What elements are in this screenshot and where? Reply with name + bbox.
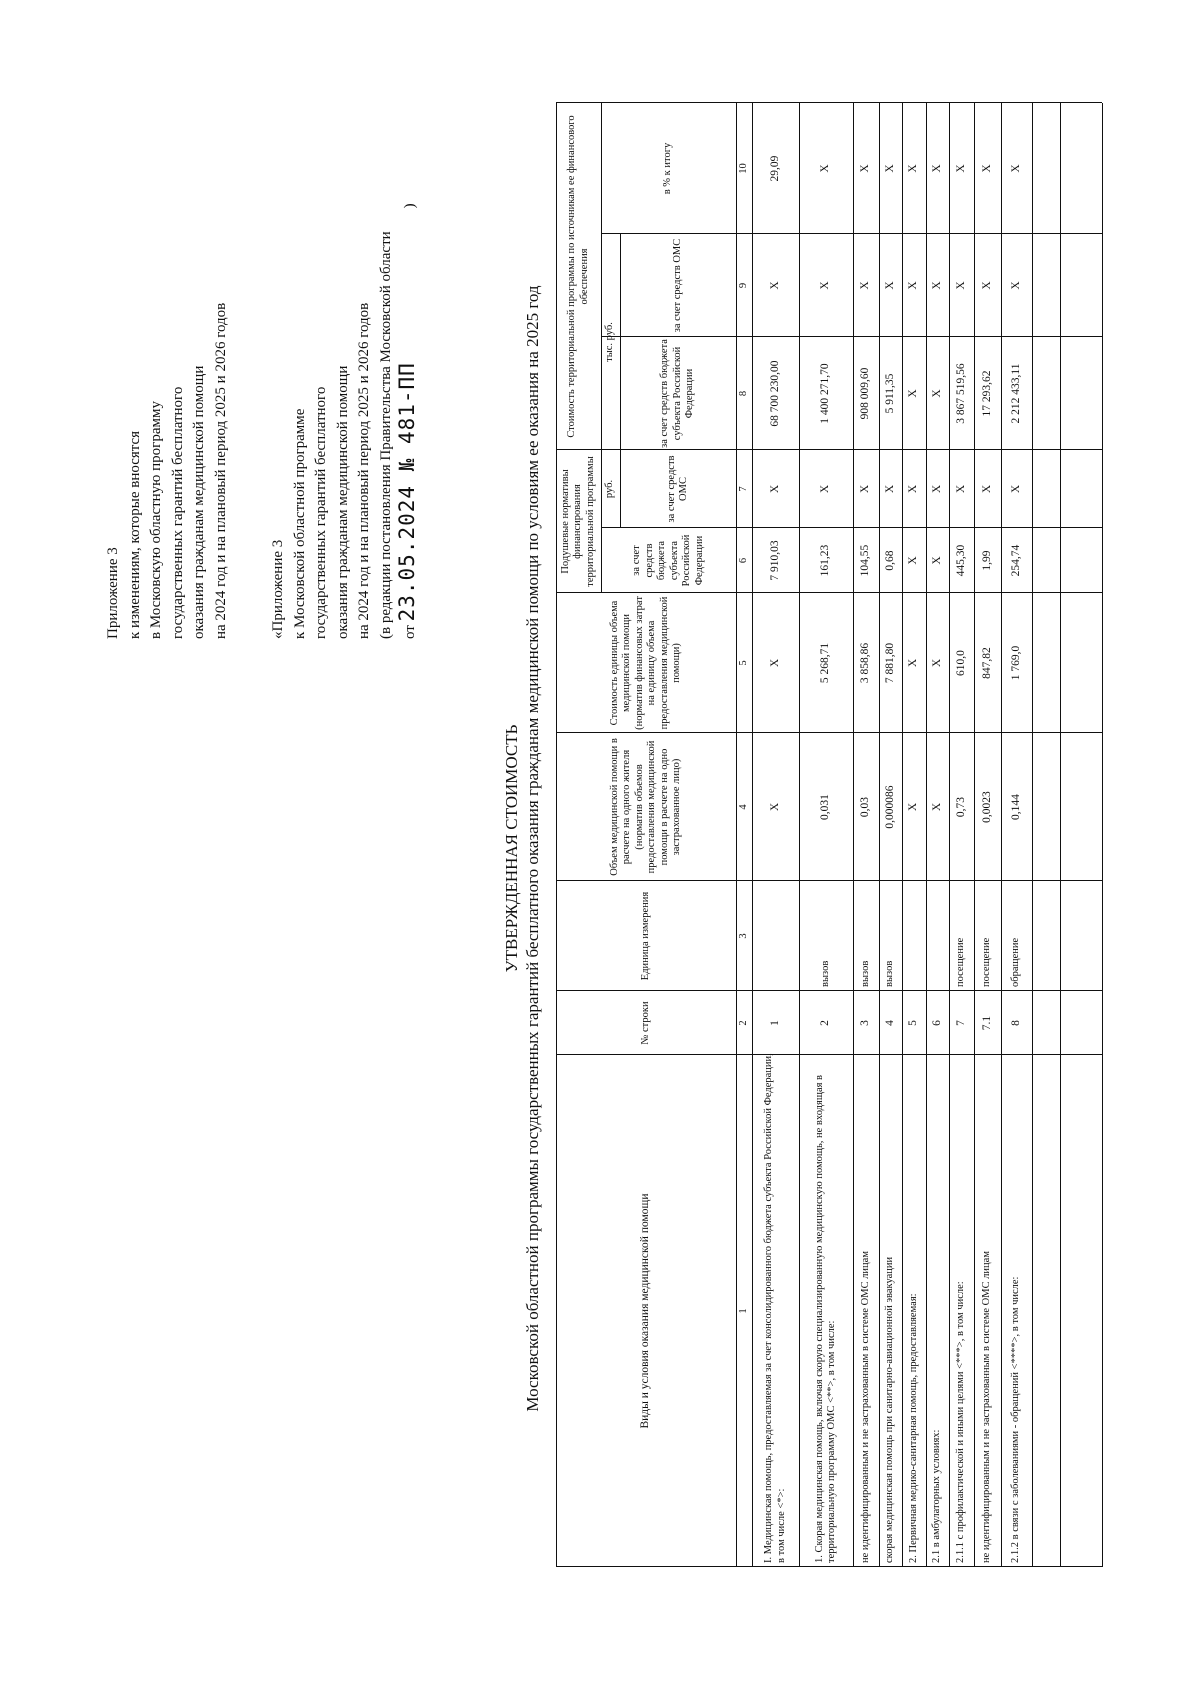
table-cell-val-budget: 3 867 519,56: [954, 363, 967, 424]
resolution-date-line: [397, 203, 422, 639]
table-cell-val-pct: Х: [954, 164, 967, 173]
appendix-quote-line: «Приложение 3: [270, 539, 286, 639]
table-cell-norm-budget: 0,68: [883, 550, 896, 571]
table-cell-no: 2: [819, 1020, 832, 1026]
table-cell-kind: 2.1 в амбулаторных условиях:: [931, 1429, 943, 1563]
table-cell-val-pct: Х: [930, 164, 943, 173]
table-cell-val-budget: 68 700 230,00: [768, 360, 781, 427]
column-number: 6: [737, 557, 749, 564]
table-cell-cost: 1 769,0: [1009, 645, 1022, 681]
table-cell-norm-oms: Х: [930, 484, 943, 494]
table-cell-volume: Х: [930, 802, 943, 812]
table-cell-volume: 0,03: [859, 796, 872, 818]
appendix-quote-line: оказания гражданам медицинской помощи: [334, 365, 351, 639]
table-cell-val-oms: Х: [954, 281, 967, 290]
appendix-block: [103, 303, 232, 639]
table-cell-norm-budget: Х: [907, 556, 920, 565]
table-cell-norm-budget: 7 910,03: [768, 540, 781, 581]
cost-table: [556, 103, 1102, 1567]
column-number: 9: [737, 282, 749, 289]
table-cell-val-oms: Х: [1009, 281, 1022, 290]
table-cell-kind: 2.1.1 с профилактической и иными целями <***>, в том числе:: [955, 1281, 967, 1563]
header-norms-oms: за счет средств ОМС: [665, 455, 689, 523]
row-separator: [1032, 103, 1033, 1567]
table-cell-norm-oms: Х: [859, 484, 872, 494]
table-cell-norm-oms: Х: [954, 484, 967, 494]
table-cell-val-oms: Х: [819, 281, 832, 290]
table-cell-no: 6: [930, 1020, 943, 1026]
table-cell-norm-oms: Х: [980, 484, 993, 494]
table-cell-cost: Х: [930, 658, 943, 668]
appendix-line: к изменениям, которые вносятся: [126, 430, 143, 639]
header-value-percent: в % к итогу: [662, 142, 674, 195]
table-cell-val-pct: Х: [1009, 164, 1022, 173]
table-cell-val-pct: Х: [980, 164, 993, 173]
table-cell-val-pct: Х: [907, 164, 920, 173]
appendix-line: Приложение 3: [105, 547, 121, 639]
table-cell-kind: 2. Первичная медико-санитарная помощь, предоставляемая:: [907, 1293, 919, 1563]
table-cell-kind: I. Медицинская помощь, предоставляемая за счет консолидированного бюджета субъекта Российской Федерации, в том числе <*>:: [763, 1053, 787, 1563]
column-number: 7: [737, 486, 749, 492]
table-cell-volume: 0,73: [954, 796, 967, 818]
table-cell-unit: [926, 877, 949, 991]
column-number: 8: [737, 390, 749, 397]
table-cell-cost: 847,82: [980, 647, 993, 679]
header-value-unit: тыс. руб.: [604, 322, 616, 362]
table-cell-val-oms: Х: [930, 281, 943, 290]
table-border-bottom: [1102, 103, 1103, 1567]
table-cell-norm-budget: Х: [930, 556, 943, 565]
table-cell-val-pct: Х: [883, 164, 896, 173]
table-cell-norm-oms: Х: [819, 484, 832, 494]
appendix-quote-line: (в редакции постановления Правительства Московской области: [377, 231, 394, 639]
table-cell-val-budget: 5 911,35: [883, 373, 896, 414]
header-row-no: № строки: [639, 1001, 651, 1045]
header-volume: Объем медицинской помощи в расчете на одного жителя (норматив объемов предоставления медицинской помощи в расчете на одно застрахованное лицо): [608, 738, 682, 876]
table-cell-val-oms: Х: [883, 281, 896, 290]
table-cell-volume: 0,031: [819, 794, 832, 820]
table-cell-val-budget: Х: [930, 389, 943, 398]
table-cell-volume: 0,000086: [883, 785, 896, 829]
appendix-quote-block: [268, 203, 422, 639]
header-kind: Виды и условия оказания медицинской помощи: [639, 1193, 652, 1429]
header-cost: Стоимость единицы объема медицинской помощи (норматив финансовых затрат на единицу объема предоставления медицинской помощи): [608, 596, 682, 730]
table-cell-no: 3: [859, 1020, 872, 1026]
table-cell-volume: 0,144: [1009, 794, 1022, 820]
table-cell-val-oms: Х: [980, 281, 993, 290]
appendix-line: оказания гражданам медицинской помощи: [191, 365, 207, 639]
table-cell-volume: 0,0023: [980, 791, 993, 823]
table-cell-cost: 610,0: [954, 650, 967, 676]
table-cell-kind: скорая медицинская помощь при санитарно-авиационной эвакуации: [884, 1256, 896, 1563]
table-cell-volume: Х: [907, 802, 920, 812]
table-cell-norm-budget: 104,55: [859, 544, 872, 577]
table-cell-unit: вызов: [859, 960, 871, 987]
appendix-quote-line: на 2024 год и на плановый период 2025 и 2026 годов: [356, 302, 372, 639]
table-cell-val-budget: 2 212 433,11: [1009, 363, 1022, 424]
table-cell-val-pct: Х: [819, 164, 832, 173]
table-cell-cost: Х: [768, 658, 781, 668]
table-cell-cost: 5 268,71: [819, 642, 832, 684]
table-cell-norm-budget: 1,99: [980, 550, 993, 571]
table-cell-val-pct: 29,09: [768, 155, 781, 182]
appendix-quote-line: к Московской областной программе: [291, 408, 308, 639]
header-norms-unit: руб.: [604, 479, 616, 499]
table-cell-val-budget: Х: [907, 389, 920, 398]
table-cell-volume: Х: [768, 802, 781, 812]
table-cell-kind: не идентифицированным и не застрахованным в системе ОМС лицам: [981, 1251, 993, 1563]
table-cell-unit: вызов: [819, 960, 831, 987]
handwritten-date: 23.05.2024 № 481-ПП: [395, 362, 419, 622]
table-cell-unit: [752, 877, 799, 991]
table-cell-no: 4: [883, 1020, 896, 1026]
table-cell-norm-oms: Х: [883, 484, 896, 494]
appendix-line: государственных гарантий бесплатного: [169, 386, 186, 639]
header-value-group: Стоимость территориальной программы по источникам ее финансового обеспечения: [566, 115, 590, 438]
document-title: УТВЕРЖДЕННАЯ СТОИМОСТЬ: [502, 724, 521, 973]
table-cell-kind: не идентифицированным и не застрахованным в системе ОМС лицам: [859, 1251, 871, 1563]
table-cell-norm-budget: 445,30: [954, 544, 967, 577]
table-cell-norm-budget: 254,74: [1009, 544, 1022, 577]
table-cell-unit: посещение: [981, 937, 993, 987]
appendix-quote-line: государственных гарантий бесплатного: [313, 386, 329, 639]
header-value-budget: за счет средств бюджета субъекта Российской Федерации: [659, 339, 696, 448]
table-cell-no: 7.1: [980, 1015, 993, 1031]
table-cell-norm-oms: Х: [907, 484, 920, 494]
table-cell-no: 1: [768, 1020, 781, 1026]
column-number: 3: [737, 933, 749, 939]
table-cell-no: 5: [907, 1020, 920, 1026]
header-unit: Единица измерения: [639, 891, 651, 981]
table-cell-val-budget: 908 009,60: [859, 367, 872, 420]
header-norms-budget: за счет средств бюджета субъекта Российской Федерации: [631, 534, 705, 587]
table-cell-no: 7: [954, 1020, 967, 1026]
table-cell-cost: 3 858,86: [859, 642, 872, 684]
column-number: 4: [737, 804, 749, 810]
table-cell-kind: 1. Скорая медицинская помощь, включая скорую специализированную медицинскую помощь, не входящая в территориальную программу ОМС <**>, в том числе:: [813, 1074, 837, 1563]
table-cell-unit: [902, 877, 926, 991]
column-number: 5: [737, 660, 749, 666]
table-cell-no: 8: [1009, 1020, 1022, 1026]
column-number: 1: [737, 1308, 749, 1314]
table-cell-cost: Х: [907, 658, 920, 668]
column-number: 2: [737, 1020, 749, 1026]
table-cell-val-oms: Х: [859, 281, 872, 290]
appendix-line: в Московскую областную программу: [148, 401, 164, 639]
row-separator: [1060, 103, 1061, 1567]
table-cell-kind: 2.1.2 в связи с заболеваниями - обращений <****>, в том числе:: [1010, 1276, 1022, 1563]
table-cell-norm-budget: 161,23: [819, 544, 832, 577]
table-cell-norm-oms: Х: [768, 484, 781, 494]
header-norms-group: Подушевые нормативы финансирования территориальной программы: [559, 456, 596, 587]
table-cell-cost: 7 881,80: [883, 642, 896, 684]
document-subtitle: Московской областной программы государственных гарантий бесплатного оказания гражданам медицинской помощи по условиям ее оказания на 2025 год: [523, 285, 542, 1412]
table-cell-norm-oms: Х: [1009, 484, 1022, 494]
table-cell-unit: вызов: [884, 960, 896, 987]
table-cell-val-oms: Х: [768, 281, 781, 290]
date-prefix: от: [402, 625, 418, 639]
table-cell-unit: посещение: [955, 937, 967, 987]
table-cell-val-pct: Х: [859, 164, 872, 173]
table-cell-val-budget: 17 293,62: [980, 370, 993, 417]
table-cell-val-oms: Х: [907, 281, 920, 290]
table-cell-val-budget: 1 400 271,70: [819, 363, 832, 424]
closing-paren: ): [402, 203, 418, 209]
appendix-line: на 2024 год и на плановый период 2025 и 2026 годов: [212, 302, 229, 639]
column-number: 10: [737, 163, 749, 174]
table-cell-unit: обращение: [1010, 937, 1022, 987]
header-value-oms: за счет средств ОМС: [671, 238, 683, 333]
